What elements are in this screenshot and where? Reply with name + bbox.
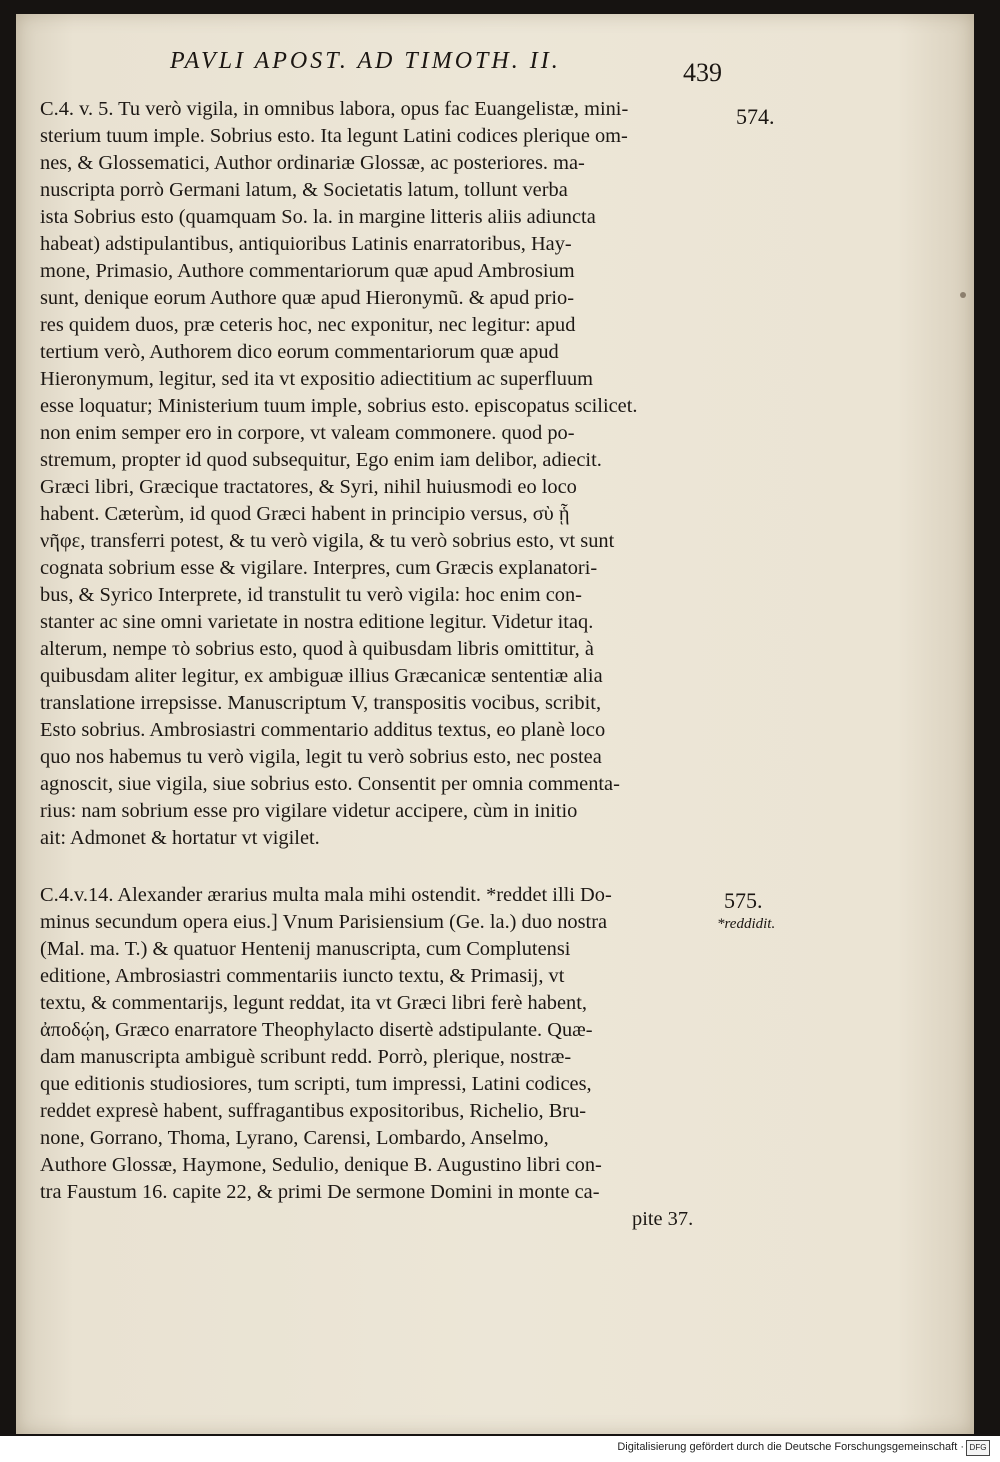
text-line: que editionis studiosiores, tum scripti, tum impressi, Latini codices, [40,1073,592,1095]
text-line: sterium tuum imple. Sobrius esto. Ita legunt Latini codices plerique om- [40,125,628,147]
text-line: νῆφε, transferri potest, & tu verò vigila, & tu verò sobrius esto, vt sunt [40,530,615,552]
note-574-text [40,96,720,852]
text-line: mone, Primasio, Authore commentariorum quæ apud Ambrosium [40,260,575,282]
text-line: (Mal. ma. T.) & quatuor Hentenij manuscripta, cum Complutensi [40,938,571,960]
text-line: rius: nam sobrium esse pro vigilare videtur accipere, cùm in initio [40,800,578,822]
text-line: reddet expresè habent, suffragantibus expositoribus, Richelio, Bru- [40,1100,587,1122]
note-575-text [40,882,720,1233]
text-line: editione, Ambrosiastri commentariis iuncto textu, & Primasij, vt [40,965,565,987]
text-line: res quidem duos, præ ceteris hoc, nec exponitur, nec legitur: apud [40,314,576,336]
dfg-logo: DFG [966,1440,990,1456]
text-line: stremum, propter id quod subsequitur, Ego enim iam delibor, adiecit. [40,449,602,471]
funding-credit: Digitalisierung gefördert durch die Deutsche Forschungsgemeinschaft · [617,1441,964,1453]
text-line: Græci libri, Græcique tractatores, & Syri, nihil huiusmodi eo loco [40,476,577,498]
text-line: nuscripta porrò Germani latum, & Societatis latum, tollunt verba [40,179,568,201]
text-line: Esto sobrius. Ambrosiastri commentario additus textus, eo planè loco [40,719,606,741]
text-line: alterum, nempe τὸ sobrius esto, quod à quibusdam libris omittitur, à [40,638,594,660]
text-line: cognata sobrium esse & vigilare. Interpres, cum Græcis explanatori- [40,557,598,579]
text-line: Authore Glossæ, Haymone, Sedulio, denique B. Augustino libri con- [40,1154,602,1176]
text-line: agnoscit, siue vigila, siue sobrius esto. Consentit per omnia commenta- [40,773,620,795]
text-line: dam manuscripta ambiguè scribunt redd. Porrò, plerique, nostræ- [40,1046,572,1068]
text-line: bus, & Syrico Interprete, id transtulit tu verò vigila: hoc enim con- [40,584,582,606]
text-line: none, Gorrano, Thoma, Lyrano, Carensi, Lombardo, Anselmo, [40,1127,549,1149]
text-line: ait: Admonet & hortatur vt vigilet. [40,827,320,849]
text-line: habeat) adstipulantibus, antiquioribus Latinis enarratoribus, Hay- [40,233,572,255]
margin-variant-note: *reddidit. [717,916,776,932]
text-line: non enim semper ero in corpore, vt valeam commonere. quod po- [40,422,575,444]
text-line: tertium verò, Authorem dico eorum commentariorum quæ apud [40,341,559,363]
running-title: PAVLI APOST. AD TIMOTH. II. [170,48,561,74]
text-line: sunt, denique eorum Authore quæ apud Hieronymũ. & apud prio- [40,287,575,309]
note-number-575: 575. [724,888,763,913]
text-line: textu, & commentarijs, legunt reddat, ita vt Græci libri ferè habent, [40,992,587,1014]
text-line: tra Faustum 16. capite 22, & primi De sermone Domini in monte ca- [40,1181,600,1203]
paper-speck [960,292,966,298]
text-line: habent. Cæterùm, id quod Græci habent in principio versus, σὺ ᾗ [40,503,570,525]
text-line: stanter ac sine omni varietate in nostra editione legitur. Videtur itaq. [40,611,594,633]
text-line: pite 37. [632,1208,694,1230]
text-line: C.4.v.14. Alexander ærarius multa mala mihi ostendit. *reddet illi Do- [40,884,612,906]
text-line: C.4. v. 5. Tu verò vigila, in omnibus labora, opus fac Euangelistæ, mini- [40,98,629,120]
text-line: quo nos habemus tu verò vigila, legit tu verò sobrius esto, nec postea [40,746,602,768]
text-line: ἀποδῴη, Græco enarratore Theophylacto disertè adstipulante. Quæ- [40,1019,593,1041]
text-line: Hieronymum, legitur, sed ita vt expositio adiectitium ac superfluum [40,368,594,390]
text-line: minus secundum opera eius.] Vnum Parisiensium (Ge. la.) duo nostra [40,911,608,933]
text-line: quibusdam aliter legitur, ex ambiguæ illius Græcanicæ sententiæ alia [40,665,603,687]
text-line: ista Sobrius esto (quamquam So. la. in margine litteris aliis adiuncta [40,206,596,228]
text-line: nes, & Glossematici, Author ordinariæ Glossæ, ac posteriores. ma- [40,152,585,174]
page-number: 439 [683,58,722,87]
note-number-574: 574. [736,104,775,129]
text-line: esse loquatur; Ministerium tuum imple, sobrius esto. episcopatus scilicet. [40,395,638,417]
text-line: translatione irrepsisse. Manuscriptum V, transpositis vocibus, scribit, [40,692,602,714]
